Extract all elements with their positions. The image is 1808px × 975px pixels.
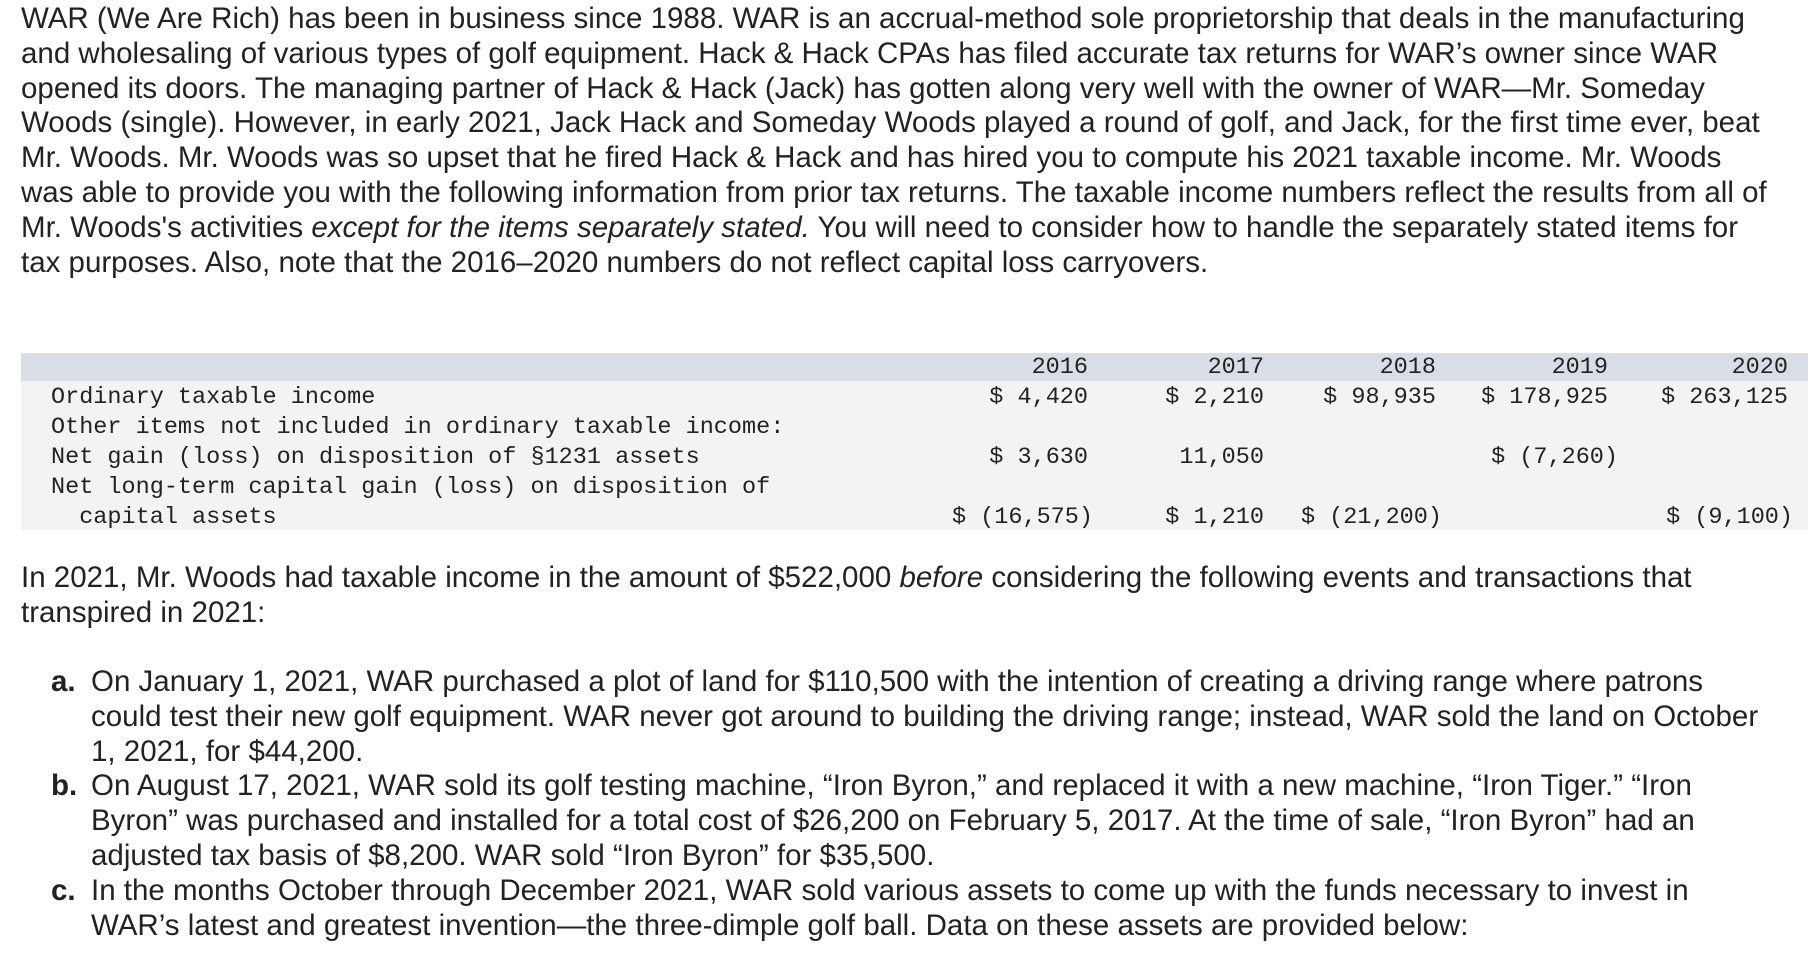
item-marker: a.	[51, 665, 76, 698]
table-cell: $ 2,210	[1165, 384, 1264, 411]
table-cell: $ 4,420	[989, 384, 1088, 411]
intro-paragraph	[21, 2, 1781, 280]
year-header: 2018	[1379, 354, 1436, 381]
table-cell: $ 3,630	[989, 444, 1088, 471]
prior-year-income-table	[21, 353, 1808, 530]
row-label: Ordinary taxable income	[51, 384, 376, 411]
table-cell: $ 98,935	[1323, 384, 1436, 411]
intro-text-2: You will need to consider how to handle the separately stated items for tax purposes. Also, note that the 2016–2020 numbers do not reflect capital loss carryovers.	[21, 210, 1739, 279]
row-label: Other items not included in ordinary taxable income:	[51, 414, 785, 441]
intro-text-1: WAR (We Are Rich) has been in business since 1988. WAR is an accrual-method sole proprietorship that deals in the manufacturing and wholesaling of various types of golf equipment. Hack & Hack CPAs has filed accurate tax returns for WAR’s owner since WAR opened its doors. The managing partner of Hack & Hack (Jack) has gotten along very well with the owner of WAR—Mr. Someday Woods (single). However, in early 2021, Jack Hack and Someday Woods played a round of golf, and Jack, for the first time ever, beat Mr. Woods. Mr. Woods was so upset that he fired Hack & Hack and has hired you to compute his 2021 taxable income. Mr. Woods was able to provide you with the following information from prior tax returns. The taxable income numbers reflect the results from all of Mr. Woods's activities	[21, 2, 1767, 244]
intro-emphasis: except for the items separately stated.	[311, 210, 810, 244]
item-text: On August 17, 2021, WAR sold its golf testing machine, “Iron Byron,” and replaced it with a new machine, “Iron Tiger.” “Iron Byron” was purchased and installed for a total cost of $26,200 on February 5, 2017. At the time of sale, “Iron Byron” had an adjusted tax basis of $8,200. WAR sold “Iron Byron” for $35,500.	[91, 769, 1695, 872]
taxable-income-paragraph	[21, 561, 1721, 631]
row-label: Net long-term capital gain (loss) on disposition of	[51, 474, 771, 501]
list-item	[51, 769, 1761, 873]
table-cell: $ (7,260)	[1491, 444, 1618, 471]
para2-emphasis: before	[899, 561, 984, 594]
para2-text-1: In 2021, Mr. Woods had taxable income in the amount of $522,000	[21, 561, 900, 594]
transactions-list	[51, 665, 1761, 943]
item-marker: c.	[51, 873, 76, 907]
para2-text-2: considering the following events and transactions that transpired in 2021:	[21, 561, 1692, 629]
row-label: Net gain (loss) on disposition of §1231 assets	[51, 444, 700, 471]
table-cell: $ 178,925	[1481, 384, 1608, 411]
table-cell: $ (16,575)	[951, 504, 1093, 531]
table-header-band	[21, 353, 1808, 381]
item-text: On January 1, 2021, WAR purchased a plot of land for $110,500 with the intention of creating a driving range where patrons could test their new golf equipment. WAR never got around to building the driving range; instead, WAR sold the land on October 1, 2021, for $44,200.	[91, 665, 1759, 768]
table-cell: $ (9,100)	[1666, 504, 1793, 531]
year-header: 2017	[1207, 354, 1264, 381]
list-item	[51, 874, 1761, 944]
year-header: 2020	[1731, 354, 1788, 381]
list-item	[51, 665, 1761, 769]
table-cell: $ 263,125	[1661, 384, 1788, 411]
table-cell: $ (21,200)	[1300, 504, 1442, 531]
row-label: capital assets	[51, 504, 277, 531]
table-cell: $ 1,210	[1165, 504, 1264, 531]
year-header: 2019	[1551, 354, 1608, 381]
table-cell: 11,050	[1179, 444, 1264, 471]
item-marker: b.	[51, 769, 78, 803]
year-header: 2016	[1031, 354, 1088, 381]
item-text: In the months October through December 2021, WAR sold various assets to come up with the funds necessary to invest in WAR’s latest and greatest invention—the three-dimple golf ball. Data on these assets are provided below:	[91, 873, 1689, 942]
